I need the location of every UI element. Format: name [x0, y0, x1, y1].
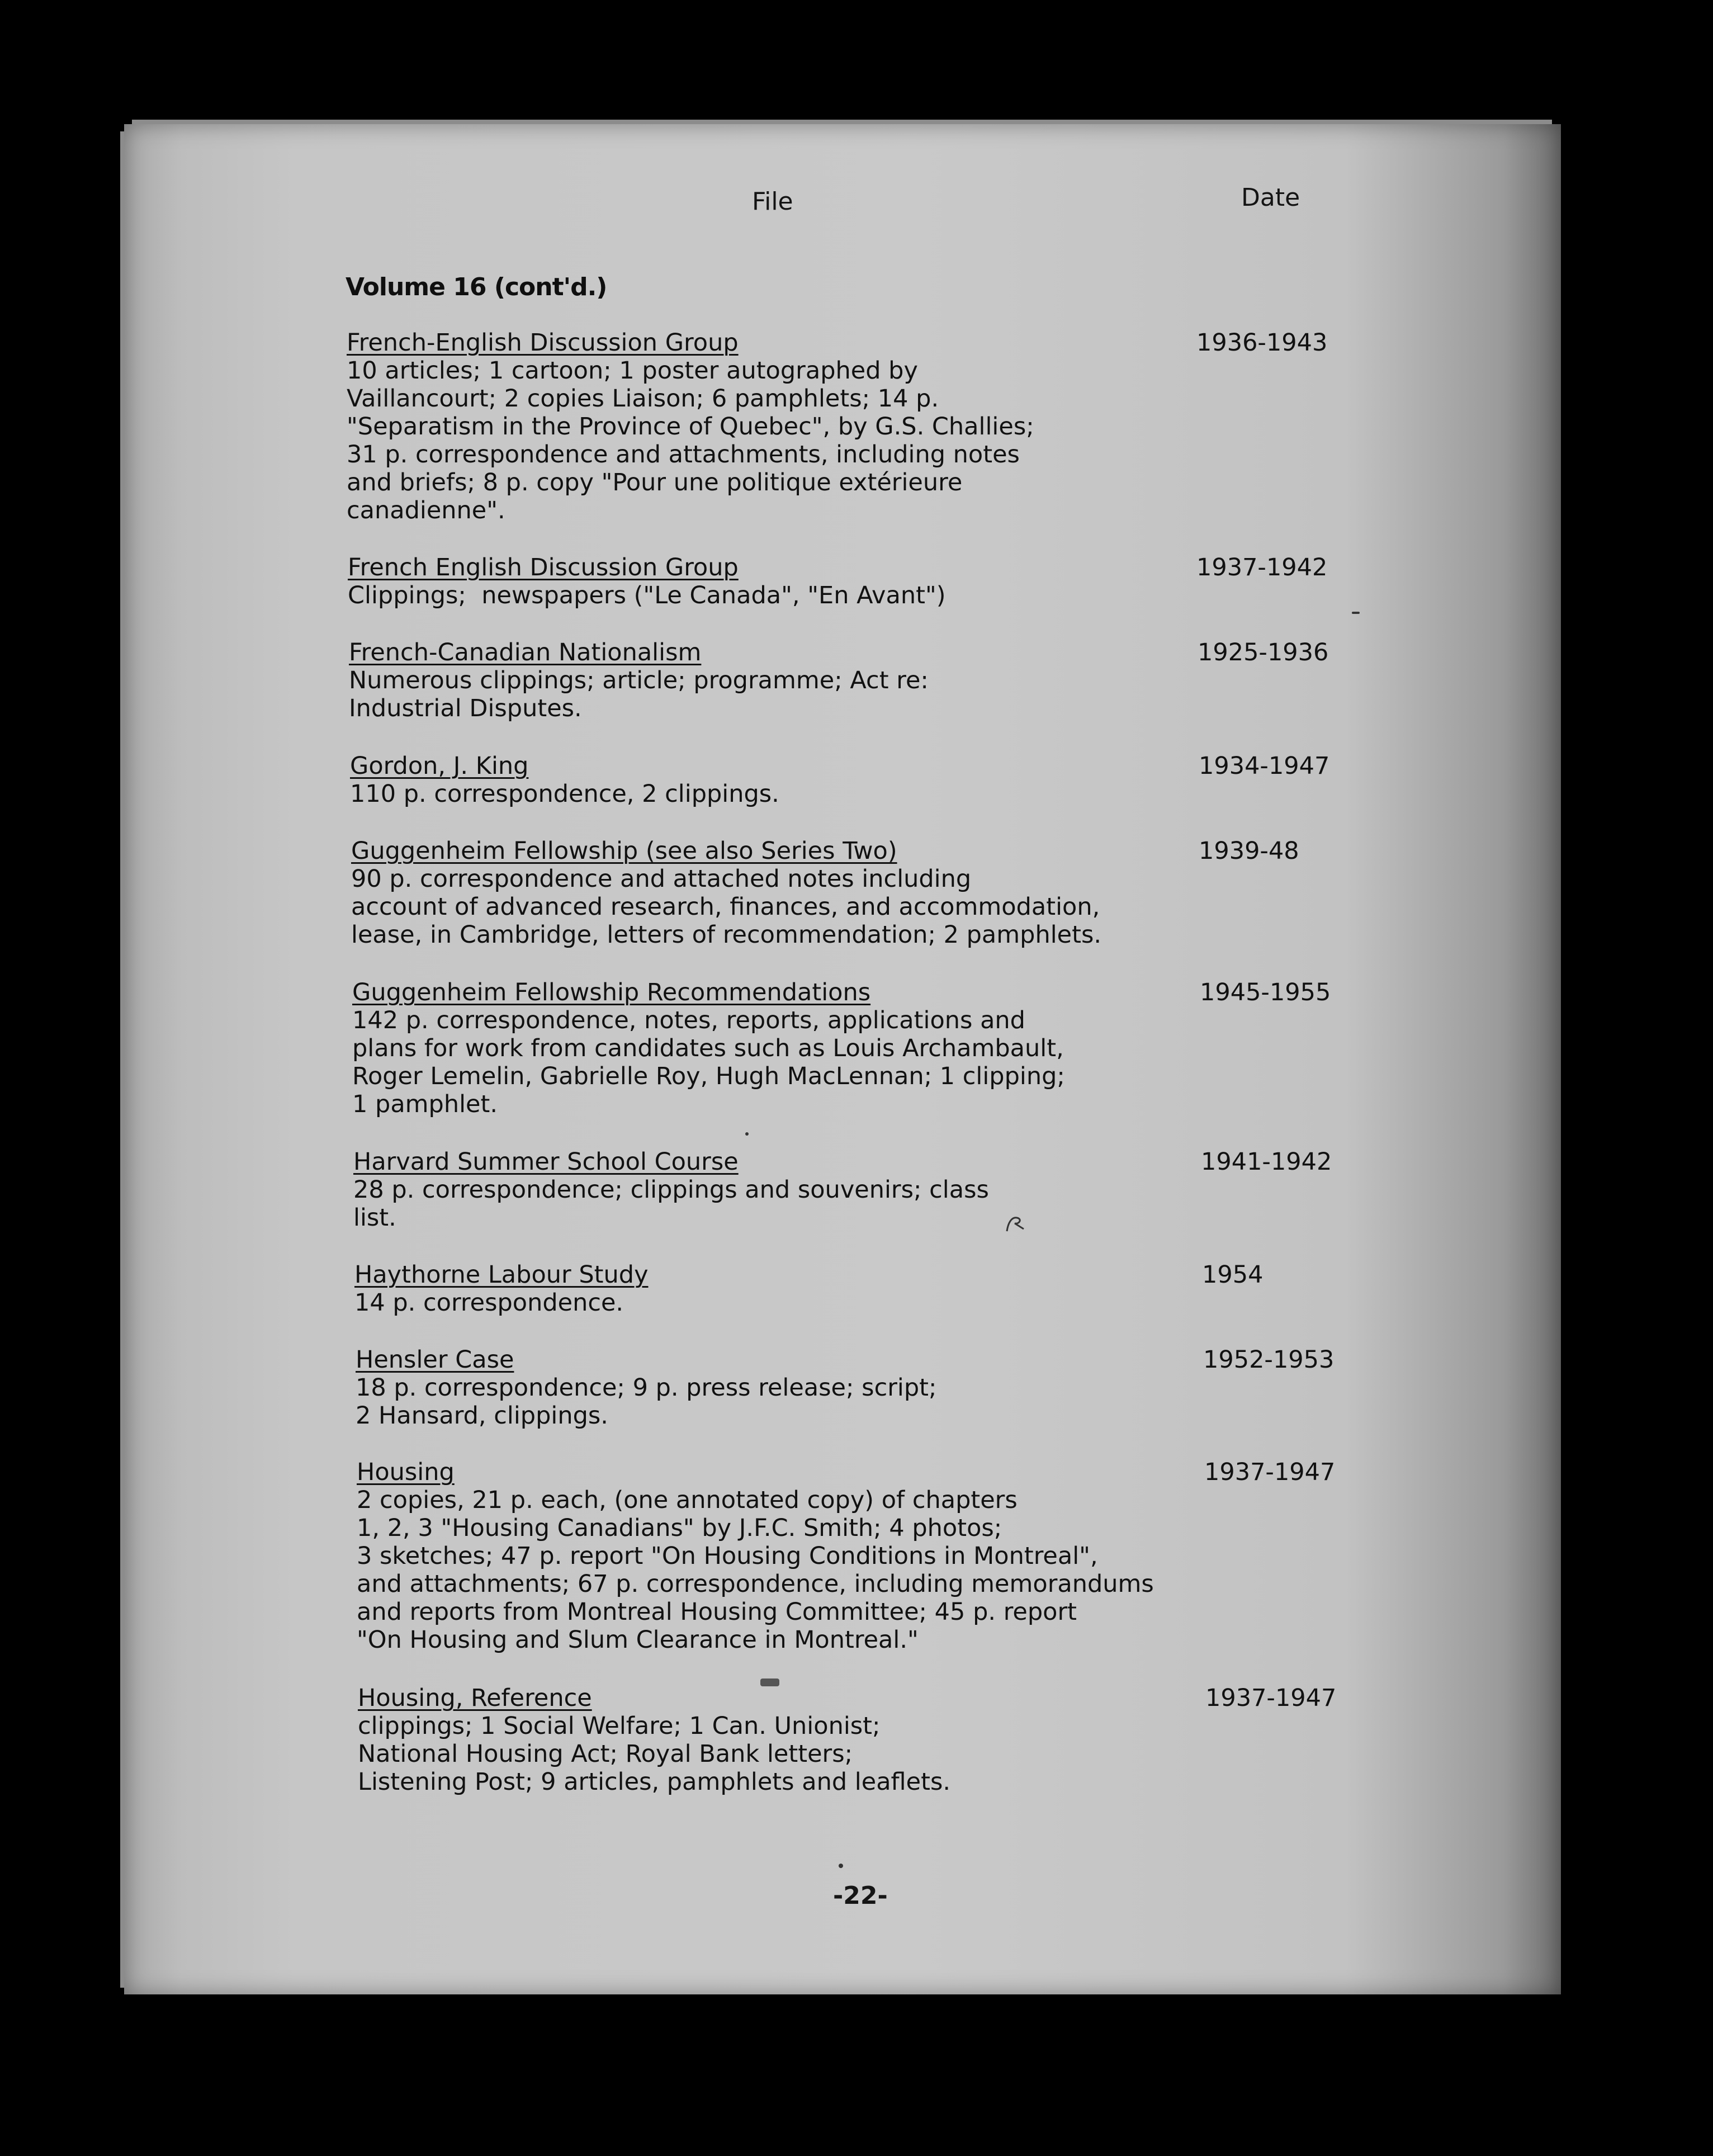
- entry-title: Guggenheim Fellowship Recommendations: [352, 978, 871, 1006]
- entry-title: French English Discussion Group: [348, 554, 739, 581]
- entry-date: 1937-1942: [1196, 554, 1328, 581]
- entry-title: Guggenheim Fellowship (see also Series Two): [351, 837, 897, 865]
- entry-description: 90 p. correspondence and attached notes including account of advanced research, finances, and accommodation, lease, in Cambridge, letters of recommendation; 2 pamphlets.: [351, 865, 1102, 949]
- entry-description: 14 p. correspondence.: [354, 1289, 624, 1317]
- entry-date: 1939-48: [1199, 837, 1299, 865]
- dust-speck: [1352, 612, 1360, 614]
- entry-date: 1937-1947: [1204, 1458, 1336, 1486]
- file-entry: [354, 1261, 1501, 1317]
- entry-description: Numerous clippings; article; programme; Act re: Industrial Disputes.: [349, 666, 929, 722]
- entry-date: 1945-1955: [1200, 978, 1331, 1006]
- pencil-mark: [1004, 1212, 1026, 1235]
- file-entry: [357, 1458, 1503, 1654]
- entry-description: 110 p. correspondence, 2 clippings.: [350, 780, 779, 808]
- entry-description: 18 p. correspondence; 9 p. press release; script; 2 Hansard, clippings.: [356, 1374, 937, 1430]
- entry-description: 2 copies, 21 p. each, (one annotated copy) of chapters 1, 2, 3 "Housing Canadians" by J.F.C. Smith; 4 photos; 3 sketches; 47 p. report "On Housing Conditions in Montreal", and attachments; 67 p. correspondence, including memorandums and reports from Montreal Housing Committee; 45 p. report "On Housing and Slum Clearance in Montreal.": [357, 1486, 1154, 1654]
- column-header-file: File: [752, 187, 793, 216]
- entry-description: 142 p. correspondence, notes, reports, applications and plans for work from candidates such as Louis Archambault, Roger Lemelin, Gabrielle Roy, Hugh MacLennan; 1 clipping; 1 pamphlet.: [352, 1006, 1065, 1118]
- file-entry: [347, 329, 1493, 524]
- dust-speck: [839, 1864, 843, 1868]
- entry-title: Harvard Summer School Course: [353, 1148, 739, 1176]
- entry-title: French-English Discussion Group: [347, 329, 739, 357]
- volume-title: Volume 16 (cont'd.): [346, 273, 607, 301]
- entry-title: Hensler Case: [356, 1346, 514, 1374]
- entry-date: 1936-1943: [1196, 329, 1328, 357]
- file-entry: [351, 837, 1497, 949]
- dust-speck: [745, 1132, 749, 1136]
- file-entry: [356, 1346, 1502, 1430]
- dust-speck: [760, 1679, 779, 1686]
- entry-description: clippings; 1 Social Welfare; 1 Can. Unionist; National Housing Act; Royal Bank letters; Listening Post; 9 articles, pamphlets and leaflets.: [358, 1712, 951, 1796]
- file-entry: [349, 639, 1495, 722]
- page-number: -22-: [833, 1881, 888, 1910]
- file-entry: [350, 752, 1496, 808]
- entry-date: 1954: [1202, 1261, 1264, 1289]
- entry-description: Clippings; newspapers ("Le Canada", "En Avant"): [348, 581, 946, 609]
- entry-title: Gordon, J. King: [350, 752, 529, 780]
- entry-date: 1941-1942: [1201, 1148, 1332, 1176]
- entry-date: 1925-1936: [1198, 639, 1329, 666]
- entry-date: 1934-1947: [1199, 752, 1330, 780]
- entry-title: French-Canadian Nationalism: [349, 639, 702, 666]
- column-header-date: Date: [1241, 183, 1300, 212]
- file-entry: [353, 1148, 1499, 1232]
- file-entry: [348, 554, 1494, 609]
- entry-description: 28 p. correspondence; clippings and souvenirs; class list.: [353, 1176, 989, 1232]
- file-entry: [352, 978, 1498, 1118]
- entry-title: Haythorne Labour Study: [354, 1261, 649, 1289]
- entry-date: 1952-1953: [1203, 1346, 1335, 1374]
- entry-title: Housing, Reference: [358, 1684, 592, 1712]
- entry-title: Housing: [357, 1458, 455, 1486]
- entry-description: 10 articles; 1 cartoon; 1 poster autographed by Vaillancourt; 2 copies Liaison; 6 pamphlets; 14 p. "Separatism in the Province of Quebec", by G.S. Challies; 31 p. correspondence and attachments, including notes and briefs; 8 p. copy "Pour une politique extérieure canadienne".: [347, 357, 1034, 524]
- file-entry: [358, 1684, 1504, 1796]
- entry-date: 1937-1947: [1205, 1684, 1337, 1712]
